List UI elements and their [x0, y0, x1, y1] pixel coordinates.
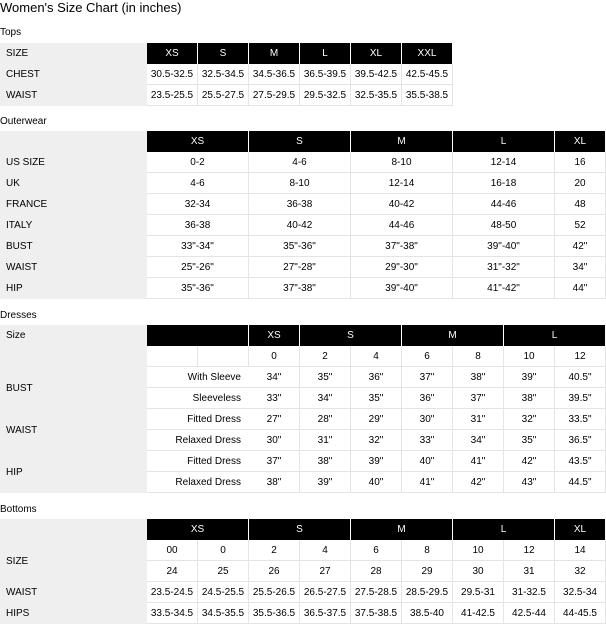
table-cell: 38": [249, 472, 300, 493]
table-cell: 36": [402, 388, 453, 409]
dresses-title: Dresses: [0, 310, 37, 321]
row-sublabel: Relaxed Dress: [147, 472, 249, 493]
row-sublabel: Fitted Dress: [147, 451, 249, 472]
bottoms-header-blank: [0, 519, 147, 540]
table-cell: 48-50: [453, 215, 555, 236]
row-label: ITALY: [0, 215, 147, 236]
size-number: 10: [504, 346, 555, 367]
size-header: M: [351, 519, 453, 540]
size-number: 2: [249, 540, 300, 561]
table-cell: 36-38: [249, 194, 351, 215]
table-cell: 39.5-42.5: [351, 64, 402, 85]
size-number: 0: [198, 540, 249, 561]
table-cell: 39.5": [555, 388, 606, 409]
size-header: S: [249, 519, 351, 540]
size-number: 24: [147, 561, 198, 582]
table-cell: 12-14: [351, 173, 453, 194]
row-label: SIZE: [0, 540, 147, 582]
table-cell: 41-42.5: [453, 603, 504, 624]
table-cell: 32.5-35.5: [351, 85, 402, 106]
table-cell: 42": [453, 472, 504, 493]
size-number: 32: [555, 561, 606, 582]
table-cell: 38.5-40: [402, 603, 453, 624]
table-cell: 37"-38": [351, 236, 453, 257]
table-cell: 33.5": [555, 409, 606, 430]
table-cell: 39"-40": [453, 236, 555, 257]
table-cell: 30.5-32.5: [147, 64, 198, 85]
size-number: 6: [351, 540, 402, 561]
table-cell: 43": [504, 472, 555, 493]
table-cell: 52: [555, 215, 606, 236]
table-cell: 31": [453, 409, 504, 430]
bottoms-title: Bottoms: [0, 504, 37, 515]
table-cell: 26.5-27.5: [300, 582, 351, 603]
table-cell: 36.5-39.5: [300, 64, 351, 85]
table-cell: 42": [555, 236, 606, 257]
row-label: WAIST: [0, 85, 147, 106]
table-cell: 27.5-28.5: [351, 582, 402, 603]
row-label: BUST: [0, 367, 147, 409]
table-cell: 29.5-31: [453, 582, 504, 603]
size-header: L: [453, 519, 555, 540]
row-sublabel: Fitted Dress: [147, 409, 249, 430]
size-number: 14: [555, 540, 606, 561]
row-label: WAIST: [0, 582, 147, 603]
size-number: 2: [300, 346, 351, 367]
table-cell: 27"-28": [249, 257, 351, 278]
table-cell: 37": [402, 367, 453, 388]
table-cell: 23.5-24.5: [147, 582, 198, 603]
size-number: 00: [147, 540, 198, 561]
table-cell: 34": [555, 257, 606, 278]
size-header: S: [198, 43, 249, 64]
table-cell: 34": [249, 367, 300, 388]
row-label: UK: [0, 173, 147, 194]
table-cell: 34.5-35.5: [198, 603, 249, 624]
size-header: XL: [351, 43, 402, 64]
table-cell: 37"-38": [249, 278, 351, 299]
table-cell: 35"-36": [249, 236, 351, 257]
size-header: S: [300, 325, 402, 346]
table-cell: 42": [504, 451, 555, 472]
table-cell: 31-32.5: [504, 582, 555, 603]
table-cell: 40.5": [555, 367, 606, 388]
table-cell: 36": [351, 367, 402, 388]
table-cell: [147, 346, 198, 367]
size-header: M: [402, 325, 504, 346]
size-header: M: [249, 43, 300, 64]
table-cell: 44-45.5: [555, 603, 606, 624]
table-cell: 25"-26": [147, 257, 249, 278]
size-number: 12: [504, 540, 555, 561]
size-header: S: [249, 131, 351, 152]
table-cell: 38": [453, 367, 504, 388]
table-cell: 4-6: [147, 173, 249, 194]
row-label: HIP: [0, 278, 147, 299]
table-cell: 32-34: [147, 194, 249, 215]
table-cell: 39": [300, 472, 351, 493]
table-cell: 44": [555, 278, 606, 299]
table-cell: 40": [351, 472, 402, 493]
row-label: WAIST: [0, 257, 147, 278]
size-header: XS: [147, 131, 249, 152]
table-cell: 30": [249, 430, 300, 451]
size-number: 8: [453, 346, 504, 367]
table-cell: 36.5-37.5: [300, 603, 351, 624]
dresses-size-label: Size: [0, 325, 147, 346]
size-header: M: [351, 131, 453, 152]
table-cell: 29"-30": [351, 257, 453, 278]
table-cell: 35": [504, 430, 555, 451]
table-cell: 48: [555, 194, 606, 215]
tops-header-label: SIZE: [0, 43, 147, 64]
table-cell: 23.5-25.5: [147, 85, 198, 106]
table-cell: 25.5-26.5: [249, 582, 300, 603]
table-cell: 40-42: [351, 194, 453, 215]
table-cell: 44-46: [453, 194, 555, 215]
table-cell: 20: [555, 173, 606, 194]
table-cell: 41": [453, 451, 504, 472]
table-cell: 4-6: [249, 152, 351, 173]
size-number: 29: [402, 561, 453, 582]
table-cell: 33.5-34.5: [147, 603, 198, 624]
table-cell: 33": [402, 430, 453, 451]
table-cell: 27.5-29.5: [249, 85, 300, 106]
table-cell: 33": [249, 388, 300, 409]
table-cell: 30": [402, 409, 453, 430]
table-cell: [198, 346, 249, 367]
size-number: 4: [300, 540, 351, 561]
table-cell: 35": [351, 388, 402, 409]
size-header: XXL: [402, 43, 453, 64]
label-blank: [0, 346, 147, 367]
table-cell: 42.5-44: [504, 603, 555, 624]
table-cell: 35.5-38.5: [402, 85, 453, 106]
table-cell: 36.5": [555, 430, 606, 451]
outerwear-title: Outerwear: [0, 116, 47, 127]
outerwear-header-blank: [0, 131, 147, 152]
table-cell: 41"-42": [453, 278, 555, 299]
size-header: XL: [555, 519, 606, 540]
size-header: XL: [555, 131, 606, 152]
table-cell: 32": [351, 430, 402, 451]
table-cell: 12-14: [453, 152, 555, 173]
table-cell: 42.5-45.5: [402, 64, 453, 85]
size-number: 25: [198, 561, 249, 582]
table-cell: 31"-32": [453, 257, 555, 278]
size-header: L: [504, 325, 606, 346]
tops-title: Tops: [0, 27, 22, 38]
row-sublabel: With Sleeve: [147, 367, 249, 388]
size-header: XS: [147, 43, 198, 64]
size-number: 26: [249, 561, 300, 582]
table-cell: 32.5-34.5: [198, 64, 249, 85]
table-cell: 40": [402, 451, 453, 472]
table-cell: 25.5-27.5: [198, 85, 249, 106]
size-header: XS: [249, 325, 300, 346]
table-cell: 35.5-36.5: [249, 603, 300, 624]
table-cell: 44.5": [555, 472, 606, 493]
size-number: 12: [555, 346, 606, 367]
table-cell: 39": [351, 451, 402, 472]
table-cell: 35"-36": [147, 278, 249, 299]
size-number: 31: [504, 561, 555, 582]
table-cell: 41": [402, 472, 453, 493]
size-number: 10: [453, 540, 504, 561]
table-cell: 31": [300, 430, 351, 451]
table-cell: 34": [453, 430, 504, 451]
size-number: 6: [402, 346, 453, 367]
table-cell: 28": [300, 409, 351, 430]
row-sublabel: Relaxed Dress: [147, 430, 249, 451]
size-number: 27: [300, 561, 351, 582]
row-label: US SIZE: [0, 152, 147, 173]
table-cell: 0-2: [147, 152, 249, 173]
table-cell: 38": [504, 388, 555, 409]
page-title: Women's Size Chart (in inches): [0, 0, 182, 15]
table-cell: 16-18: [453, 173, 555, 194]
table-cell: 32": [504, 409, 555, 430]
table-cell: 33"-34": [147, 236, 249, 257]
row-label: BUST: [0, 236, 147, 257]
table-cell: 44-46: [351, 215, 453, 236]
table-cell: 8-10: [249, 173, 351, 194]
size-number: 4: [351, 346, 402, 367]
table-cell: 36-38: [147, 215, 249, 236]
row-sublabel: Sleeveless: [147, 388, 249, 409]
size-number: 8: [402, 540, 453, 561]
table-cell: 32.5-34: [555, 582, 606, 603]
table-cell: 27": [249, 409, 300, 430]
size-header: XS: [147, 519, 249, 540]
table-cell: 37.5-38.5: [351, 603, 402, 624]
row-label: HIPS: [0, 603, 147, 624]
table-cell: 16: [555, 152, 606, 173]
table-cell: 34": [300, 388, 351, 409]
table-cell: 24.5-25.5: [198, 582, 249, 603]
header-blank: [147, 325, 249, 346]
size-number: 28: [351, 561, 402, 582]
size-header: L: [300, 43, 351, 64]
table-cell: 37": [453, 388, 504, 409]
table-cell: 29": [351, 409, 402, 430]
table-cell: 39": [504, 367, 555, 388]
table-cell: 38": [300, 451, 351, 472]
row-label: CHEST: [0, 64, 147, 85]
size-number: 30: [453, 561, 504, 582]
size-number: 0: [249, 346, 300, 367]
size-header: L: [453, 131, 555, 152]
table-cell: 43.5": [555, 451, 606, 472]
table-cell: 40-42: [249, 215, 351, 236]
row-label: HIP: [0, 451, 147, 493]
table-cell: 34.5-36.5: [249, 64, 300, 85]
row-label: FRANCE: [0, 194, 147, 215]
table-cell: 28.5-29.5: [402, 582, 453, 603]
table-cell: 39"-40": [351, 278, 453, 299]
table-cell: 29.5-32.5: [300, 85, 351, 106]
table-cell: 35": [300, 367, 351, 388]
row-label: WAIST: [0, 409, 147, 451]
table-cell: 37": [249, 451, 300, 472]
table-cell: 8-10: [351, 152, 453, 173]
